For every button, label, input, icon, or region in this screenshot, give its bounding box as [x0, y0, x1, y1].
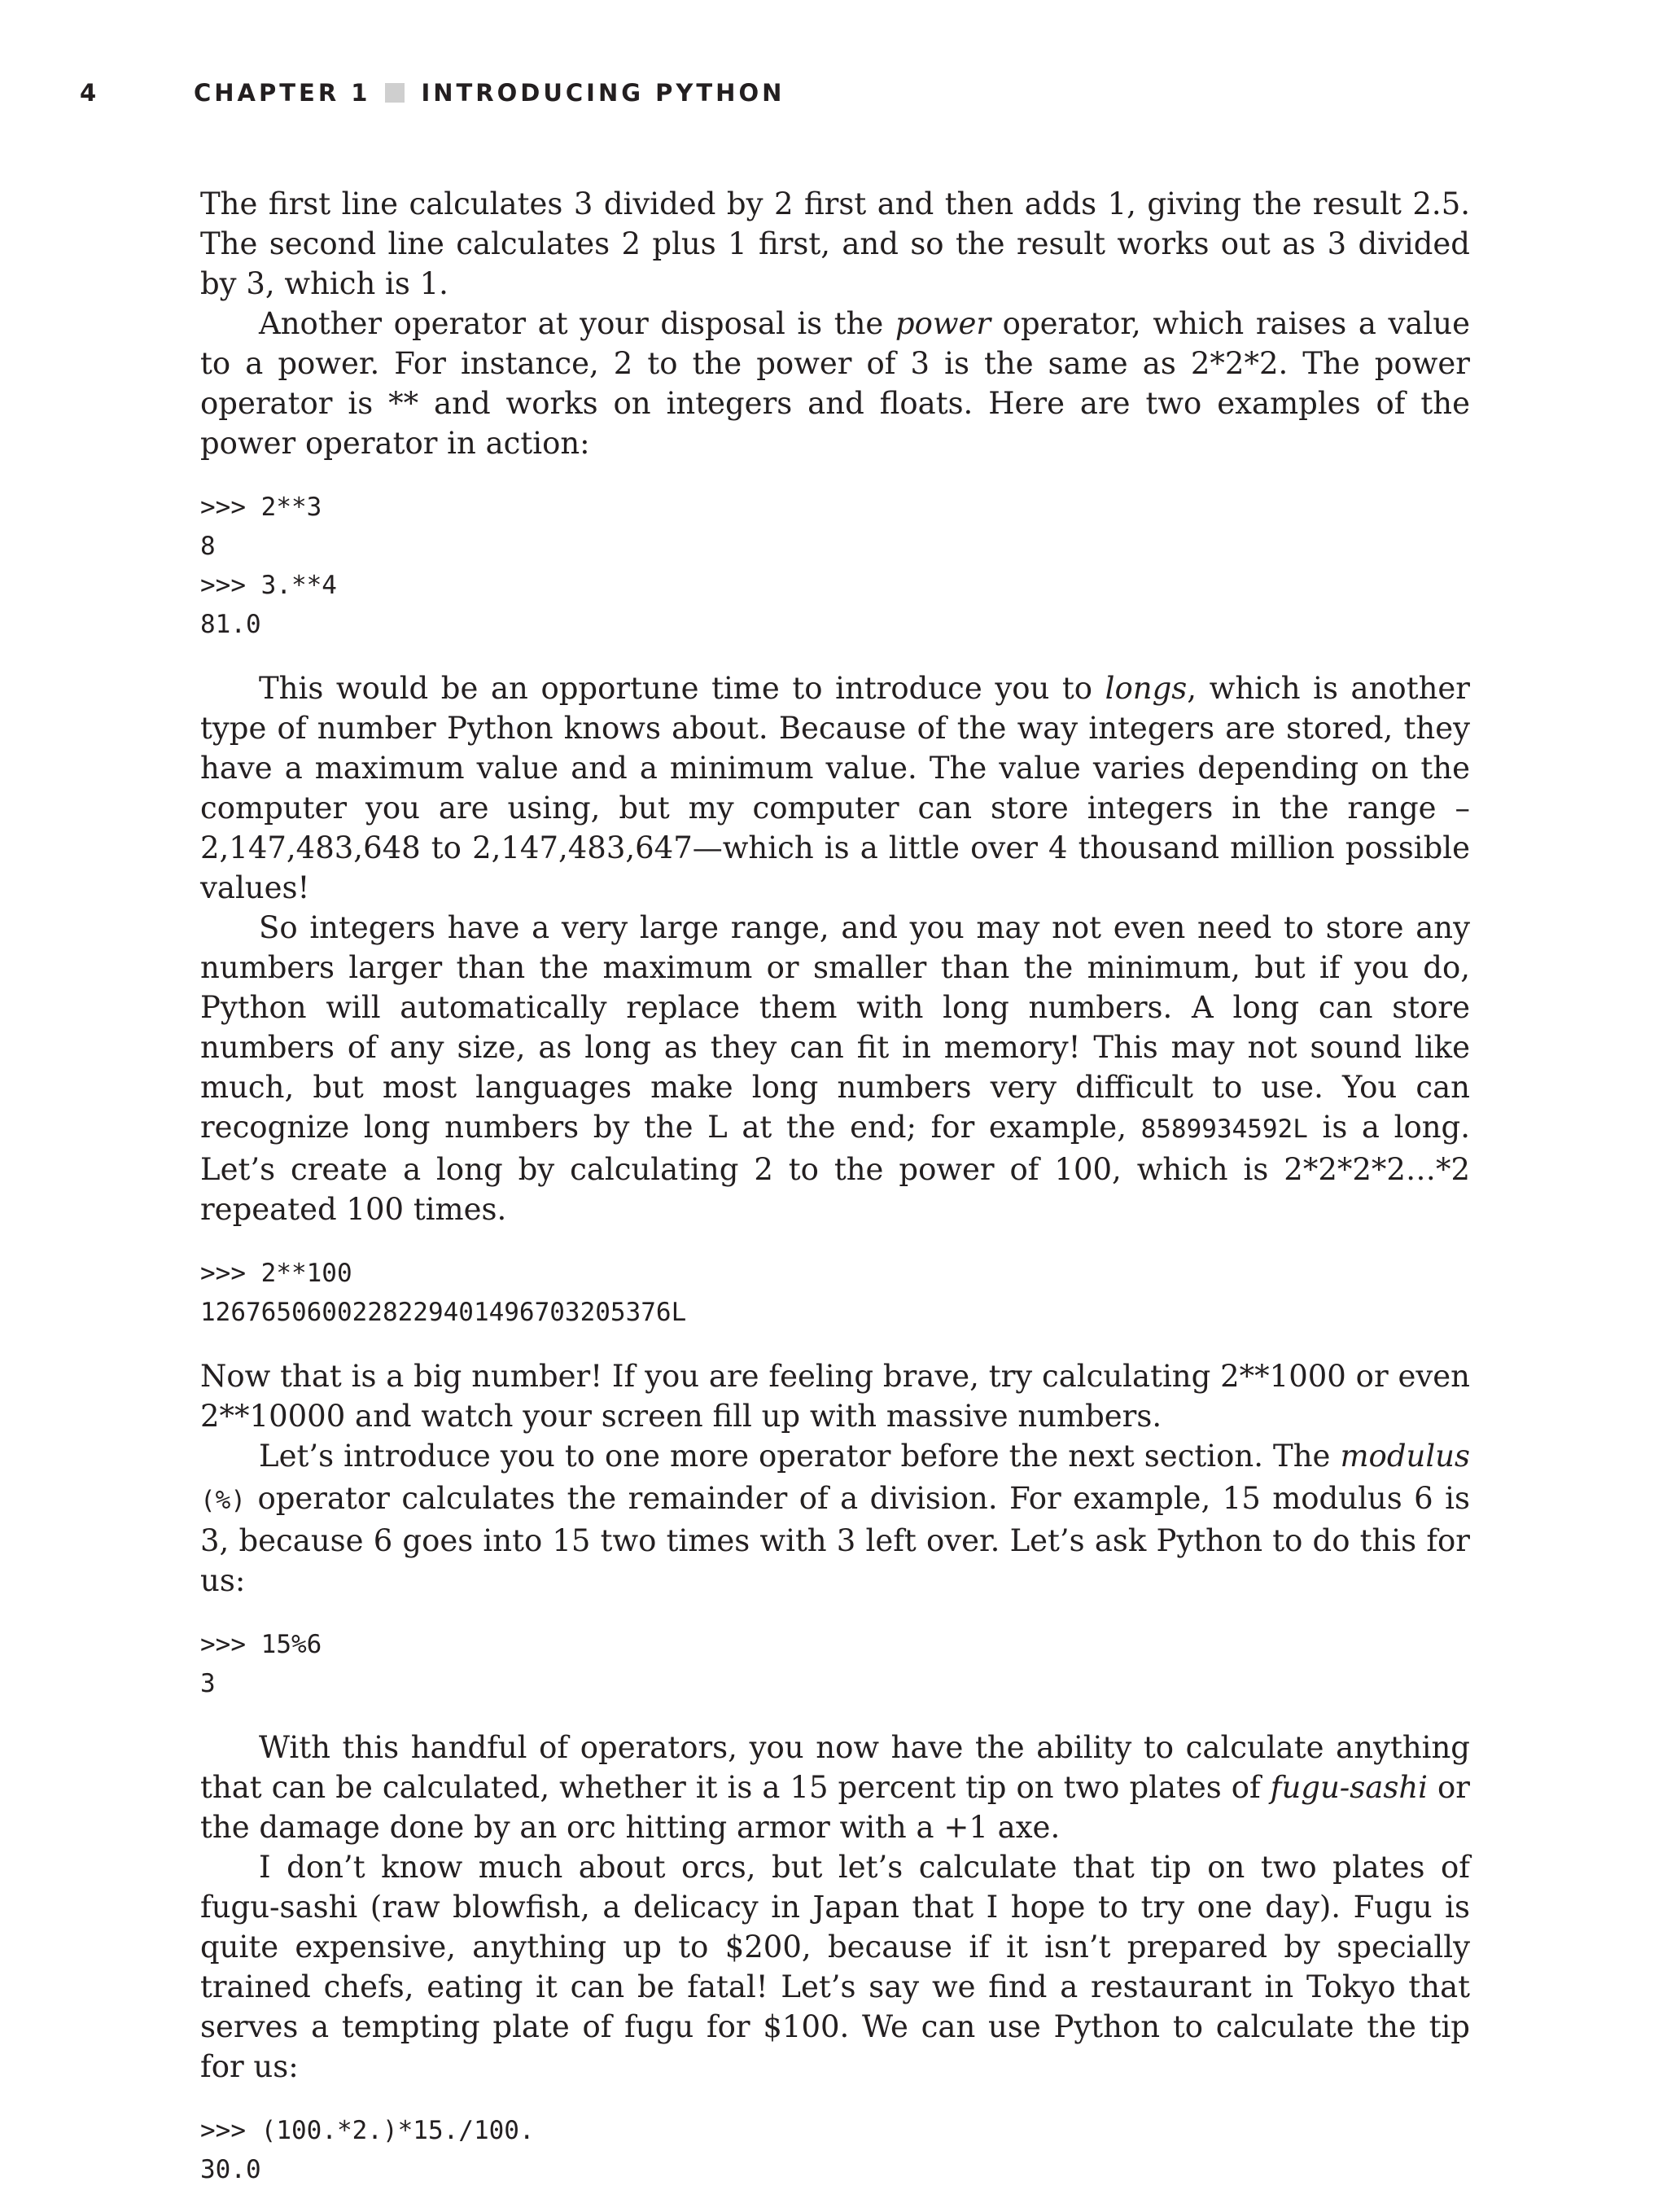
paragraph-3: This would be an opportune time to introduce you to longs, which is another type of number Python knows about. Because of the way integers are stored, they have a maximum value and a minimum value. The value varies depending on the computer you are using, but my computer can store integers in the range –2,147,483,648 to 2,147,483,647—which is a little over 4 thousand million possible values!	[200, 671, 1470, 905]
emphasis-longs: longs	[1105, 671, 1188, 706]
running-header	[80, 77, 785, 109]
code-block-modulus: >>> 15%6 3	[200, 1630, 322, 1698]
emphasis-power: power	[895, 306, 991, 341]
code-block-power: >>> 2**3 8 >>> 3.**4 81.0	[200, 493, 337, 639]
page-number: 4	[80, 79, 100, 107]
paragraph-8: I don’t know much about orcs, but let’s calculate that tip on two plates of fugu-sashi (raw blowfish, a delicacy in Japan that I hope to try one day). Fugu is quite expensive, anything up to $200, because if it isn’t prepared by specially trained chefs, eating it can be fatal! Let’s say we find a restaurant in Tokyo that serves a tempting plate of fugu for $100. We can use Python to calculate the tip for us:	[200, 1850, 1470, 2084]
chapter-title: INTRODUCING PYTHON	[421, 79, 785, 107]
paragraph-2: Another operator at your disposal is the power operator, which raises a value to a power. For instance, 2 to the power of 3 is the same as 2*2*2. The power operator is ** and works on integers and floats. Here are two examples of the power operator in action:	[200, 306, 1470, 461]
code-block-long: >>> 2**100 1267650600228229401496703205376L	[200, 1259, 687, 1327]
emphasis-fugu-sashi: fugu-sashi	[1270, 1770, 1429, 1805]
paragraph-4: So integers have a very large range, and you may not even need to store any numbers larger than the maximum or smaller than the minimum, but if you do, Python will automatically replace them with long numbers. A long can store numbers of any size, as long as they can fit in memory! This may not sound like much, but most languages make long numbers very difficult to use. You can recognize long numbers by the L at the end; for example, 8589934592L is a long. Let’s create a long by calculating 2 to the power of 100, which is 2*2*2*2…*2 repeated 100 times.	[200, 910, 1470, 1227]
separator-square-icon	[385, 83, 405, 103]
paragraph-1: The first line calculates 3 divided by 2 first and then adds 1, giving the result 2.5. The second line calculates 2 plus 1 first, and so the result works out as 3 divided by 3, which is 1.	[200, 186, 1470, 301]
inline-code-percent: (%)	[200, 1486, 246, 1515]
paragraph-7: With this handful of operators, you now have the ability to calculate anything that can be calculated, whether it is a 15 percent tip on two plates of fugu-sashi or the damage done by an orc hitting armor with a +1 axe.	[200, 1730, 1470, 1845]
paragraph-5: Now that is a big number! If you are feeling brave, try calculating 2**1000 or even 2**10000 and watch your screen fill up with massive numbers.	[200, 1359, 1470, 1434]
paragraph-6: Let’s introduce you to one more operator before the next section. The modulus (%) operator calculates the remainder of a division. For example, 15 modulus 6 is 3, because 6 goes into 15 two times with 3 left over. Let’s ask Python to do this for us:	[200, 1439, 1470, 1598]
body-text	[200, 184, 1470, 2189]
emphasis-modulus: modulus	[1340, 1439, 1470, 1474]
code-block-tip: >>> (100.*2.)*15./100. 30.0	[200, 2116, 535, 2184]
inline-code-long: 8589934592L	[1140, 1115, 1308, 1144]
chapter-label: CHAPTER 1	[194, 79, 371, 107]
